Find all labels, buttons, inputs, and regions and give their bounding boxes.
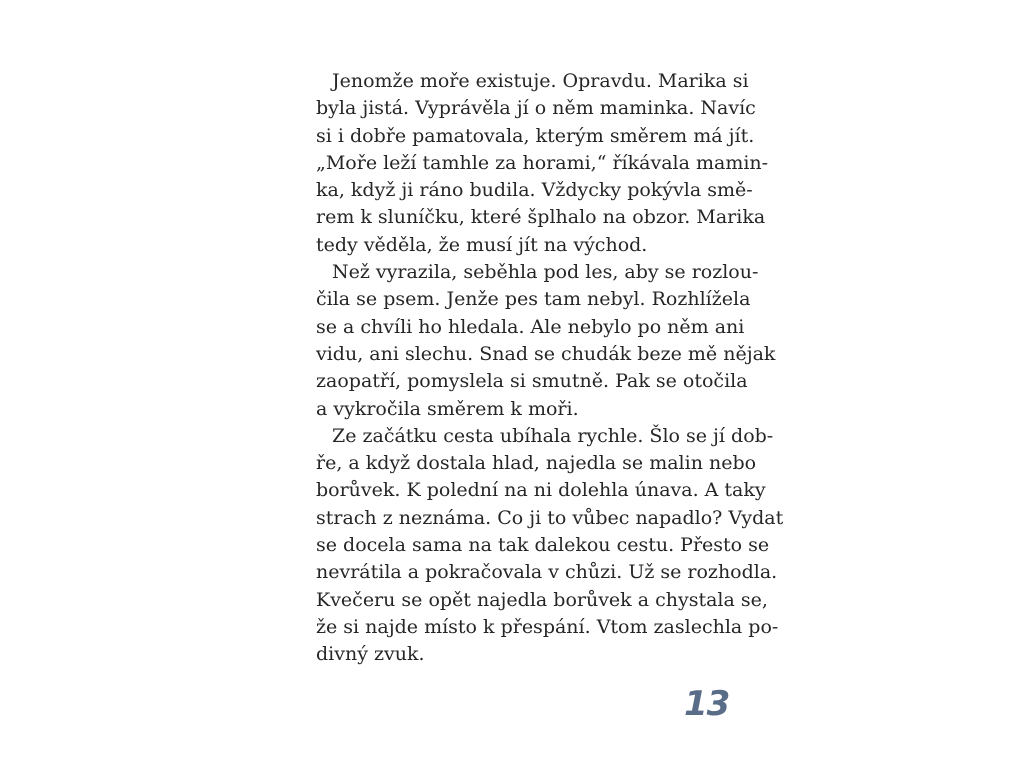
text-line: ka, když ji ráno budila. Vždycky pokývla smě-	[316, 179, 753, 202]
text-line: že si najde místo k přespání. Vtom zaslechla po-	[316, 615, 779, 638]
text-line: nevrátila a pokračovala v chůzi. Už se rozhodla.	[316, 561, 778, 584]
text-line: Kvečeru se opět najedla borůvek a chystala se,	[316, 588, 768, 611]
text-line: Jenomže moře existuje. Opravdu. Marika si	[332, 70, 749, 92]
page-number: 13	[684, 684, 730, 724]
text-line: a vykročila směrem k moři.	[316, 397, 579, 420]
text-line: vidu, ani slechu. Snad se chudák beze mě nějak	[316, 342, 776, 365]
text-line: si i dobře pamatovala, kterým směrem má jít.	[316, 124, 755, 147]
text-line: se a chvíli ho hledala. Ale nebylo po něm ani	[316, 315, 745, 338]
text-line: borůvek. K polední na ni dolehla únava. A taky	[316, 479, 766, 502]
text-line: „Moře leží tamhle za horami,“ říkávala mamin-	[316, 151, 769, 174]
text-line: tedy věděla, že musí jít na východ.	[316, 233, 648, 256]
text-line: strach z neznáma. Co ji to vůbec napadlo? Vydat	[316, 506, 784, 529]
text-line: Než vyrazila, seběhla pod les, aby se rozlou-	[332, 261, 759, 284]
text-line: čila se psem. Jenže pes tam nebyl. Rozhlížela	[316, 288, 751, 311]
text-line: rem k sluníčku, které šplhalo na obzor. Marika	[316, 206, 766, 229]
body-text	[316, 68, 784, 669]
text-line: byla jistá. Vyprávěla jí o něm maminka. Navíc	[316, 97, 756, 120]
text-line: zaopatří, pomyslela si smutně. Pak se otočila	[316, 370, 748, 393]
text-line: ře, a když dostala hlad, najedla se malin nebo	[316, 452, 757, 475]
text-line: Ze začátku cesta ubíhala rychle. Šlo se jí dob-	[332, 424, 774, 447]
text-line: se docela sama na tak dalekou cestu. Přesto se	[316, 534, 770, 557]
text-line: divný zvuk.	[316, 643, 425, 666]
